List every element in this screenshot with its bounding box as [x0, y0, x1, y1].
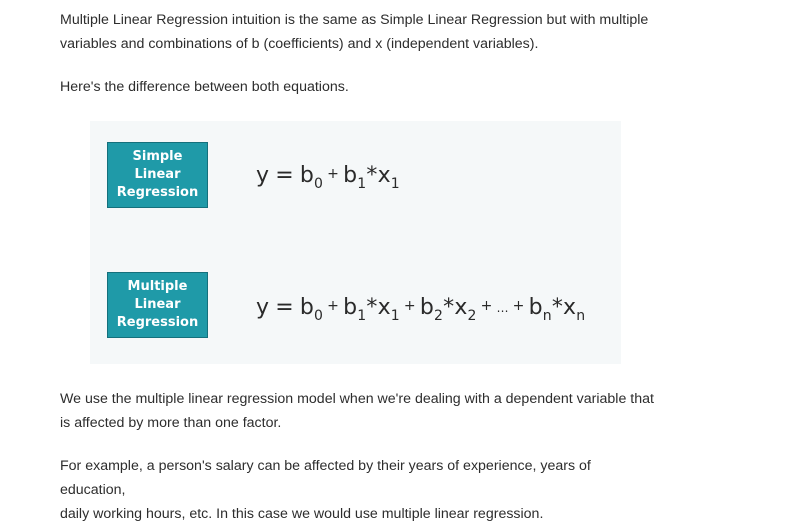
usage-line-1: We use the multiple linear regression model when we're dealing with a dependent variable that [60, 391, 654, 407]
eq-subscript: 1 [390, 176, 400, 192]
eq-plus: + [327, 166, 340, 182]
eq-x: *x [443, 295, 468, 320]
difference-paragraph [60, 75, 660, 99]
eq-plus: + [512, 298, 525, 314]
example-line-1: For example, a person's salary can be affected by their years of experience, years of education, [60, 458, 591, 498]
eq-plus: + [327, 298, 340, 314]
eq-subscript: 0 [314, 176, 324, 192]
intro-paragraph [60, 8, 660, 56]
example-line-2: daily working hours, etc. In this case we would use multiple linear regression. [60, 506, 544, 522]
eq-subscript: n [542, 308, 552, 324]
simple-regression-equation [256, 163, 400, 192]
intro-line-2: variables and combinations of b (coefficients) and x (independent variables). [60, 36, 539, 52]
eq-ellipsis: ... [496, 301, 509, 315]
eq-plus: + [480, 298, 493, 314]
label-line: Linear [134, 297, 181, 312]
eq-subscript: 0 [314, 308, 324, 324]
eq-b: b [419, 295, 435, 320]
simple-linear-regression-label [107, 142, 208, 208]
eq-b: b [299, 295, 315, 320]
label-line: Multiple [127, 279, 188, 294]
label-line: Linear [134, 167, 181, 182]
eq-subscript: 2 [434, 308, 444, 324]
intro-line-1: Multiple Linear Regression intuition is the same as Simple Linear Regression but with multiple [60, 12, 649, 28]
eq-b: b [343, 163, 358, 188]
usage-line-2: is affected by more than one factor. [60, 415, 282, 431]
eq-y: y [256, 163, 270, 188]
eq-subscript: n [576, 308, 586, 324]
label-line: Regression [116, 185, 199, 200]
difference-text: Here's the difference between both equations. [60, 79, 349, 95]
eq-subscript: 1 [390, 308, 400, 324]
usage-paragraph [60, 387, 660, 435]
eq-b: b [343, 295, 358, 320]
label-line: Simple [132, 149, 183, 164]
multiple-linear-regression-label [107, 272, 208, 338]
eq-b: b [528, 295, 543, 320]
eq-y: y [256, 295, 270, 320]
eq-x: *x [366, 295, 391, 320]
eq-subscript: 1 [357, 176, 367, 192]
eq-subscript: 1 [357, 308, 367, 324]
label-line: Regression [116, 315, 199, 330]
eq-x: *x [366, 163, 391, 188]
eq-b: b [299, 163, 315, 188]
eq-subscript: 2 [467, 308, 477, 324]
example-paragraph [60, 454, 660, 526]
eq-plus: + [403, 298, 416, 314]
eq-equals: = [275, 295, 294, 320]
eq-equals: = [275, 163, 294, 188]
eq-x: *x [551, 295, 577, 320]
multiple-regression-equation [256, 295, 586, 324]
equations-figure [90, 121, 621, 364]
